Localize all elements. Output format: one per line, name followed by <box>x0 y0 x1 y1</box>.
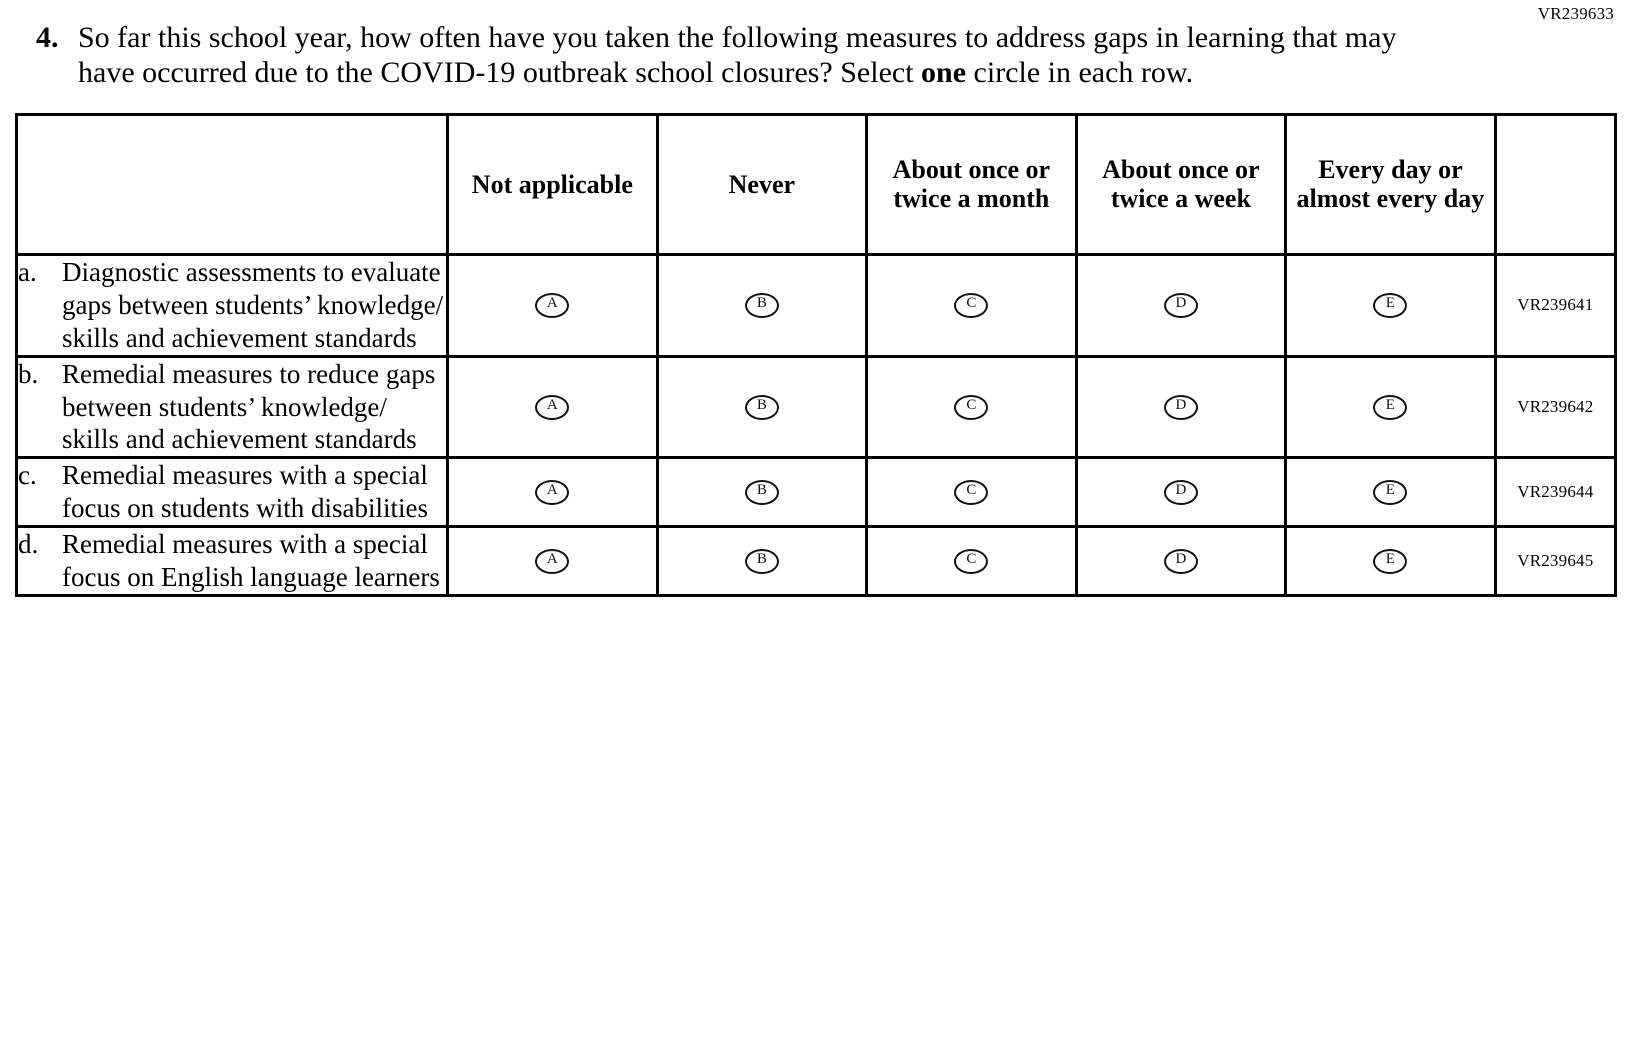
question-text-part2: circle in each row. <box>966 56 1194 90</box>
bubble-cell-a-2[interactable] <box>657 254 867 356</box>
table-row <box>17 527 1616 596</box>
bubble-cell-b-4[interactable] <box>1076 356 1286 458</box>
bubble-cell-c-3[interactable] <box>867 458 1077 527</box>
radio-bubble-c-A[interactable]: A <box>535 480 569 505</box>
table-row <box>17 254 1616 356</box>
header-option-every-day: Every day or almost every day <box>1286 114 1496 254</box>
radio-bubble-b-B[interactable]: B <box>745 395 779 420</box>
response-matrix-table <box>15 113 1617 597</box>
radio-bubble-b-C[interactable]: C <box>954 395 988 420</box>
row-code-b: VR239642 <box>1495 356 1615 458</box>
radio-bubble-d-B[interactable]: B <box>745 549 779 574</box>
radio-bubble-b-E[interactable]: E <box>1373 395 1407 420</box>
table-row <box>17 458 1616 527</box>
row-stem-a <box>17 254 448 356</box>
bubble-cell-a-1[interactable] <box>448 254 658 356</box>
radio-bubble-a-A[interactable]: A <box>535 293 569 318</box>
radio-bubble-d-E[interactable]: E <box>1373 549 1407 574</box>
bubble-cell-c-5[interactable] <box>1286 458 1496 527</box>
radio-bubble-a-E[interactable]: E <box>1373 293 1407 318</box>
row-code-c: VR239644 <box>1495 458 1615 527</box>
bubble-cell-d-1[interactable] <box>448 527 658 596</box>
row-letter-a: a. <box>18 256 37 287</box>
row-stem-d <box>17 527 448 596</box>
bubble-cell-b-2[interactable] <box>657 356 867 458</box>
row-stem-c <box>17 458 448 527</box>
row-label-b: Remedial measures to reduce gaps between students’ knowledge/ skills and achievement standards <box>62 358 436 455</box>
header-code-column <box>1495 114 1615 254</box>
row-letter-b: b. <box>18 358 39 389</box>
table-header-row <box>17 114 1616 254</box>
bubble-cell-d-4[interactable] <box>1076 527 1286 596</box>
radio-bubble-b-A[interactable]: A <box>535 395 569 420</box>
radio-bubble-a-B[interactable]: B <box>745 293 779 318</box>
row-stem-b <box>17 356 448 458</box>
bubble-cell-d-5[interactable] <box>1286 527 1496 596</box>
row-code-d: VR239645 <box>1495 527 1615 596</box>
header-option-never: Never <box>657 114 867 254</box>
header-option-not-applicable: Not applicable <box>448 114 658 254</box>
bubble-cell-b-5[interactable] <box>1286 356 1496 458</box>
radio-bubble-a-C[interactable]: C <box>954 293 988 318</box>
row-label-d: Remedial measures with a special focus on English language learners <box>62 529 440 593</box>
bubble-cell-b-3[interactable] <box>867 356 1077 458</box>
radio-bubble-d-A[interactable]: A <box>535 549 569 574</box>
radio-bubble-d-C[interactable]: C <box>954 549 988 574</box>
radio-bubble-c-E[interactable]: E <box>1373 480 1407 505</box>
bubble-cell-a-4[interactable] <box>1076 254 1286 356</box>
header-stem-column <box>17 114 448 254</box>
bubble-cell-b-1[interactable] <box>448 356 658 458</box>
page-variable-code: VR239633 <box>1537 4 1614 23</box>
bubble-cell-a-5[interactable] <box>1286 254 1496 356</box>
radio-bubble-d-D[interactable]: D <box>1164 549 1198 574</box>
question-text <box>78 20 1398 91</box>
header-option-once-twice-month: About once or twice a month <box>867 114 1077 254</box>
header-option-once-twice-week: About once or twice a week <box>1076 114 1286 254</box>
row-letter-c: c. <box>18 460 37 491</box>
table-row <box>17 356 1616 458</box>
radio-bubble-c-C[interactable]: C <box>954 480 988 505</box>
question-number: 4. <box>36 21 59 54</box>
radio-bubble-c-D[interactable]: D <box>1164 480 1198 505</box>
bubble-cell-d-2[interactable] <box>657 527 867 596</box>
row-label-c: Remedial measures with a special focus on students with disabilities <box>62 460 428 524</box>
radio-bubble-b-D[interactable]: D <box>1164 395 1198 420</box>
question-text-emphasis: one <box>921 56 967 90</box>
bubble-cell-c-1[interactable] <box>448 458 658 527</box>
bubble-cell-c-2[interactable] <box>657 458 867 527</box>
bubble-cell-d-3[interactable] <box>867 527 1077 596</box>
row-label-a: Diagnostic assessments to evaluate gaps between students’ knowledge/ skills and achievement standards <box>62 256 444 353</box>
question-text-part1: So far this school year, how often have you taken the following measures to address gaps in learning that may have occurred due to the COVID-19 outbreak school closures? Select <box>78 21 1397 90</box>
radio-bubble-a-D[interactable]: D <box>1164 293 1198 318</box>
bubble-cell-c-4[interactable] <box>1076 458 1286 527</box>
row-letter-d: d. <box>18 529 39 560</box>
question-block <box>0 0 1632 91</box>
radio-bubble-c-B[interactable]: B <box>745 480 779 505</box>
bubble-cell-a-3[interactable] <box>867 254 1077 356</box>
row-code-a: VR239641 <box>1495 254 1615 356</box>
